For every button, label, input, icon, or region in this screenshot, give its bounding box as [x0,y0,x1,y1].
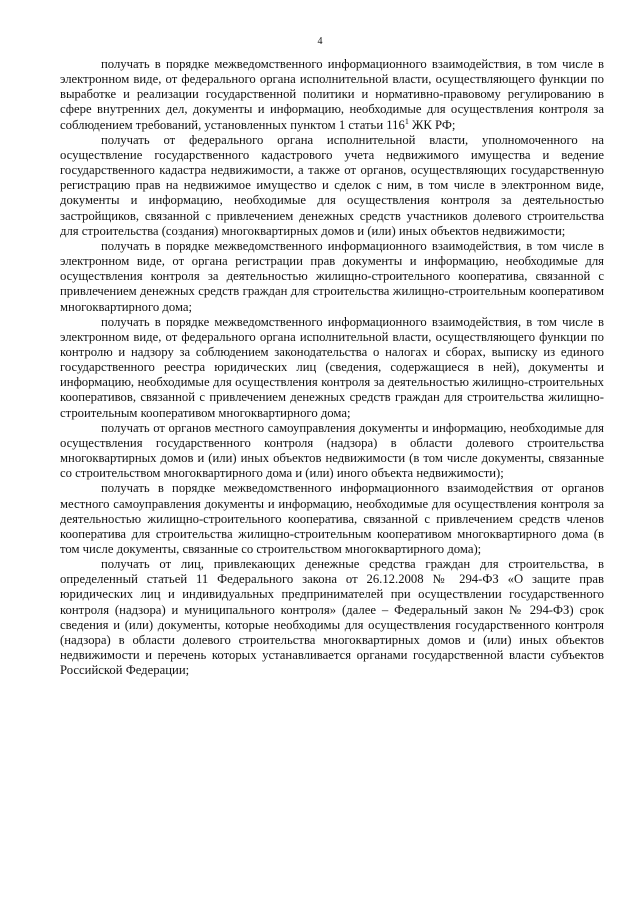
paragraph-1-ending: ЖК РФ; [408,117,456,132]
paragraph-4: получать в порядке межведомственного информационного взаимодействия, в том числе в электронном виде, от федерального органа исполнительной власти, осуществляющего функции по контролю и надзору за соблюдением законодательства о налогах и сборах, выписку из единого государственного реестра юридических лиц (сведения, содержащиеся в ней), документы и информацию, необходимые для осуществления контроля за деятельностью жилищно-строительных кооперативов, связанной с привлечением денежных средств граждан для строительства жилищно-строительным кооперативом многоквартирного дома; [60,314,604,420]
paragraph-3: получать в порядке межведомственного информационного взаимодействия, в том числе в электронном виде, от органа регистрации прав документы и информацию, необходимые для осуществления контроля за деятельностью жилищно-строительного кооператива, связанной с привлечением денежных средств граждан для строительства жилищно-строительным кооперативом многоквартирного дома; [60,238,604,314]
page-number: 4 [317,36,323,47]
paragraph-7: получать от лиц, привлекающих денежные средства граждан для строительства, в определенный статьей 11 Федерального закона от 26.12.2008 № 294-ФЗ «О защите прав юридических лиц и индивидуальных предпринимателей при осуществлении государственного контроля (надзора) и муниципального контроля» (далее – Федеральный закон № 294-ФЗ) срок сведения и (или) документы, которые необходимы для осуществления государственного контроля (надзора) в области долевого строительства многоквартирных домов и (или) иных объектов недвижимости и перечень которых устанавливается органами государственной власти субъектов Российской Федерации; [60,557,604,678]
body-text [60,57,604,678]
paragraph-1-text: получать в порядке межведомственного информационного взаимодействия, в том числе в электронном виде, от федерального органа исполнительной власти, осуществляющего функции по выработке и реализации государственной политики и нормативно-правовому регулированию в сфере внутренних дел, документы и информацию, необходимые для осуществления контроля за соблюдением требований, установленных пунктом 1 статьи 116 [60,57,604,132]
superscript-marker: 1 [404,116,409,126]
paragraph-1 [60,57,604,133]
paragraph-6: получать в порядке межведомственного информационного взаимодействия от органов местного самоуправления документы и информацию, необходимые для осуществления контроля за деятельностью жилищно-строительного кооператива, связанной с привлечением средств членов кооператива для строительства жилищно-строительным кооперативом многоквартирного дома (в том числе документы, связанные со строительством многоквартирного дома); [60,481,604,556]
paragraph-5: получать от органов местного самоуправления документы и информацию, необходимые для осуществления государственного контроля (надзора) в области долевого строительства многоквартирных домов и (или) иных объектов недвижимости (в том числе документы, связанные со строительством многоквартирного дома и (или) иного объекта недвижимости); [60,420,604,481]
paragraph-2: получать от федерального органа исполнительной власти, уполномоченного на осуществление государственного кадастрового учета недвижимого имущества и ведение государственного кадастра недвижимости, а также от органов, осуществляющих государственную регистрацию прав на недвижимое имущество и сделок с ним, в том числе в электронном виде, документы и информацию, необходимые для осуществления контроля за деятельностью застройщиков, связанной с привлечением денежных средств участников долевого строительства для строительства (создания) многоквартирных домов и (или) иных объектов недвижимости; [60,132,604,238]
